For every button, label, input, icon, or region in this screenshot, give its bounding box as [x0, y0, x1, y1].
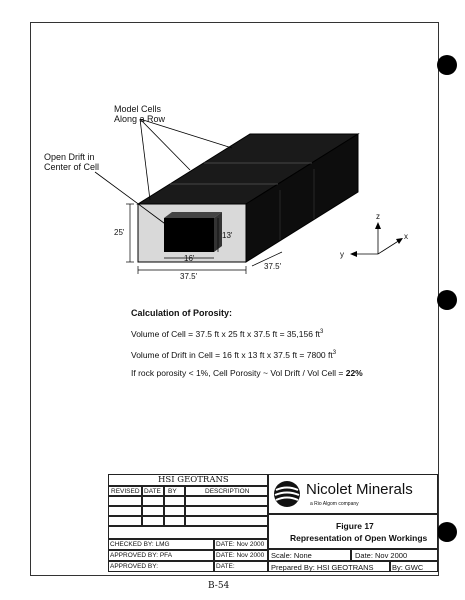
page-number: B-54 — [208, 581, 230, 591]
dim-drift-height: 13' — [222, 231, 233, 240]
figure-title: Representation of Open Workings — [290, 533, 428, 543]
calculation-line-3 — [131, 368, 363, 378]
label-model-cells-line2: Along a Row — [114, 114, 166, 124]
col-date: DATE — [144, 488, 161, 495]
col-by: BY — [168, 488, 177, 495]
calc-line2-sup: 3 — [332, 350, 337, 357]
axis-x-line — [378, 240, 400, 254]
col-description: DESCRIPTION — [205, 488, 250, 495]
logo-text: Nicolet Minerals — [306, 481, 413, 498]
drawn-by: By: GWC — [392, 563, 424, 572]
approved-by-1: APPROVED BY: PFA — [110, 552, 173, 559]
approved-by-2: APPROVED BY: — [110, 563, 159, 570]
axis-x-label: x — [404, 232, 408, 241]
col-revised: REVISED — [111, 488, 140, 495]
title-block-company: HSI GEOTRANS — [158, 475, 229, 485]
date: Date: Nov 2000 — [355, 551, 408, 560]
drift-opening — [164, 218, 214, 252]
label-model-cells — [114, 104, 165, 124]
figure-number: Figure 17 — [336, 521, 374, 531]
nicolet-logo-icon — [272, 479, 302, 509]
axis-z-label: z — [376, 212, 380, 221]
dim-height: 25' — [114, 228, 125, 237]
leader-line-1 — [140, 119, 150, 200]
calc-line2-text: Volume of Drift in Cell = 16 ft x 13 ft x 37.5 ft = 7800 ft — [131, 350, 333, 360]
label-model-cells-line1: Model Cells — [114, 104, 162, 114]
label-open-drift-line1: Open Drift in — [44, 152, 95, 162]
label-open-drift-line2: Center of Cell — [44, 162, 100, 172]
approved-date-2: DATE: — [216, 563, 235, 570]
calculation-line-1 — [131, 329, 323, 339]
dim-depth: 37.5' — [264, 262, 282, 271]
logo-subtext: a Rio Algom company — [310, 501, 359, 507]
calculation-title: Calculation of Porosity: — [131, 308, 233, 318]
checked-by: CHECKED BY: LMG — [110, 541, 170, 548]
axis-y-label: y — [340, 250, 344, 259]
calc-line3-text: If rock porosity < 1%, Cell Porosity ~ Vol Drift / Vol Cell = — [131, 368, 346, 378]
label-open-drift — [44, 152, 99, 172]
calc-line1-text: Volume of Cell = 37.5 ft x 25 ft x 37.5 ft = 35,156 ft — [131, 329, 321, 339]
dim-width: 37.5' — [180, 272, 198, 281]
dim-drift-width: 16' — [184, 254, 195, 263]
calc-line1-sup: 3 — [320, 329, 324, 336]
scale: Scale: None — [271, 551, 312, 560]
prepared-by: Prepared By: HSI GEOTRANS — [271, 563, 374, 572]
approved-date-1: DATE: Nov 2000 — [216, 552, 265, 559]
checked-date: DATE: Nov 2000 — [216, 541, 265, 548]
calc-line3-result: 22% — [345, 368, 363, 378]
calculation-line-2 — [131, 350, 336, 360]
